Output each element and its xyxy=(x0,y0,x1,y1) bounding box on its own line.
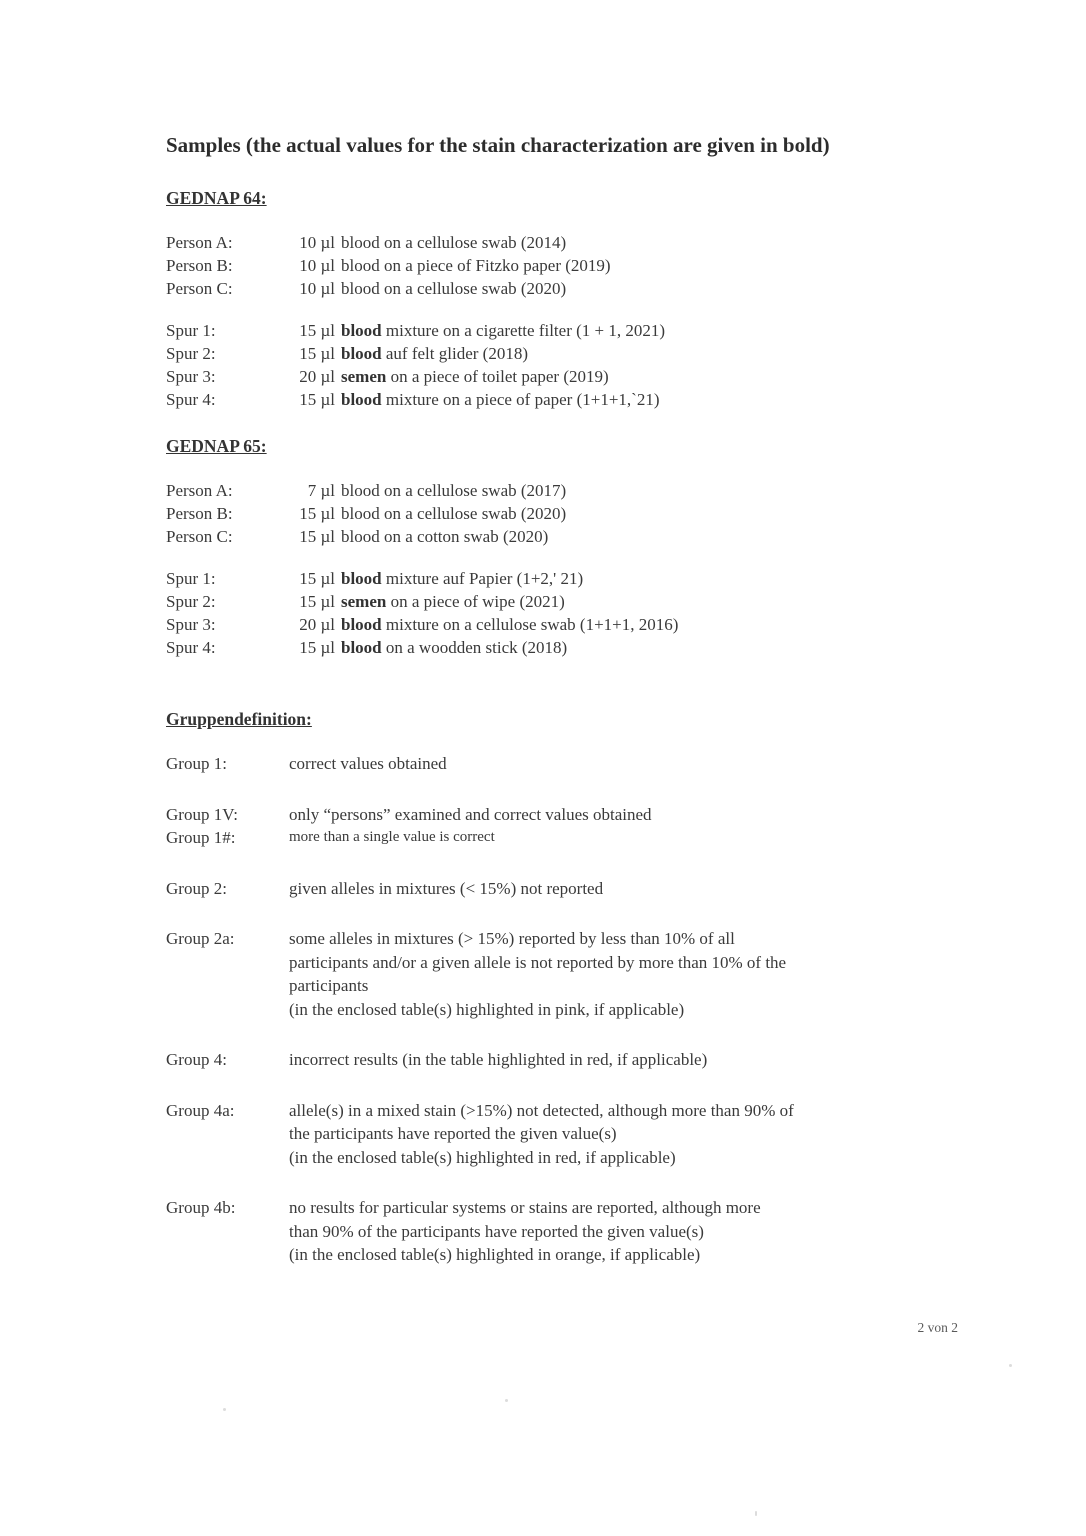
group-description-line: allele(s) in a mixed stain (>15%) not detected, although more than 90% of xyxy=(289,1100,794,1120)
scan-speck xyxy=(1009,1364,1012,1367)
sample-row xyxy=(166,590,968,613)
sample-amount: 15 µl xyxy=(299,638,335,657)
sample-amount: 10 µl xyxy=(299,279,335,298)
sample-row xyxy=(166,613,968,636)
sample-amount: 15 µl xyxy=(299,569,335,588)
sample-desc: mixture on a cigarette filter (1 + 1, 2021) xyxy=(381,321,666,340)
group-description-line: only “persons” examined and correct values obtained xyxy=(289,804,652,824)
sample-row xyxy=(166,277,968,300)
sample-row xyxy=(166,636,968,659)
group-description-line: participants xyxy=(289,976,369,995)
sample-text xyxy=(289,254,968,277)
sample-row xyxy=(166,254,968,277)
sample-row xyxy=(166,479,968,502)
sample-label: Person A: xyxy=(166,233,233,252)
sample-desc: mixture on a piece of paper (1+1+1,`21) xyxy=(381,390,660,409)
group-description xyxy=(289,877,968,901)
group-description-line: no results for particular systems or stains are reported, although more xyxy=(289,1198,761,1217)
group-definition xyxy=(166,803,968,850)
sample-text xyxy=(289,525,968,548)
person-list-gednap-64 xyxy=(166,231,968,300)
sample-desc: auf felt glider (2018) xyxy=(381,344,528,363)
sample-label: Person A: xyxy=(166,481,233,500)
sample-desc: blood on a cellulose swab (2020) xyxy=(341,279,567,298)
spur-list-gednap-65 xyxy=(166,567,968,659)
group-label: Group 4: xyxy=(166,1050,227,1069)
sample-amount: 20 µl xyxy=(299,615,335,634)
group-description-line: some alleles in mixtures (> 15%) reported by less than 10% of all xyxy=(289,929,735,948)
group-description xyxy=(289,1196,968,1267)
sample-label: Spur 4: xyxy=(166,638,216,657)
sample-row xyxy=(166,231,968,254)
group-definition xyxy=(166,752,968,776)
page-title: Samples (the actual values for the stain characterization are given in bold) xyxy=(166,133,830,157)
sample-desc: on a piece of wipe (2021) xyxy=(386,592,565,611)
sample-label: Person B: xyxy=(166,256,233,275)
sample-label: Person B: xyxy=(166,504,233,523)
sample-label: Spur 2: xyxy=(166,344,216,363)
sample-label: Person C: xyxy=(166,279,233,298)
group-label: Group 4a: xyxy=(166,1100,235,1120)
group-definition xyxy=(166,1196,968,1267)
group-row xyxy=(166,877,968,901)
sample-row xyxy=(166,319,968,342)
sample-label: Spur 3: xyxy=(166,615,216,634)
group-definition xyxy=(166,1099,968,1170)
group-description xyxy=(289,752,968,776)
group-row xyxy=(166,1196,968,1267)
group-label: Group 4b: xyxy=(166,1198,236,1217)
sample-row xyxy=(166,567,968,590)
sample-amount: 15 µl xyxy=(299,527,335,546)
group-description-line: participants and/or a given allele is not reported by more than 10% of the xyxy=(289,952,787,972)
sample-text xyxy=(289,502,968,525)
sample-text xyxy=(289,277,968,300)
sample-text xyxy=(289,388,968,411)
sample-text xyxy=(289,590,968,613)
stain-type: blood xyxy=(341,390,382,409)
sample-label: Spur 3: xyxy=(166,367,216,386)
sample-row xyxy=(166,525,968,548)
group-description xyxy=(289,1048,968,1072)
group-label: Group 1#: xyxy=(166,828,236,847)
sample-text xyxy=(289,365,968,388)
sample-text xyxy=(289,342,968,365)
group-definition xyxy=(166,927,968,1021)
sample-label: Spur 1: xyxy=(166,569,216,588)
sample-amount: 20 µl xyxy=(299,367,335,386)
scan-speck xyxy=(755,1511,757,1516)
group-description-line: incorrect results (in the table highlighted in red, if applicable) xyxy=(289,1050,708,1069)
sample-desc: blood on a cellulose swab (2014) xyxy=(341,233,567,252)
group-description-line: the participants have reported the given value(s) xyxy=(289,1124,617,1143)
sample-desc: blood on a cellulose swab (2020) xyxy=(341,504,567,523)
sample-text xyxy=(289,613,968,636)
page-number: 2 von 2 xyxy=(917,1320,958,1335)
sample-label: Spur 1: xyxy=(166,321,216,340)
stain-type: semen xyxy=(341,592,387,611)
spur-list-gednap-64 xyxy=(166,319,968,411)
sample-label: Spur 4: xyxy=(166,390,216,409)
sample-row xyxy=(166,388,968,411)
sample-text xyxy=(289,319,968,342)
group-description xyxy=(289,927,968,1021)
sample-row xyxy=(166,365,968,388)
section-group-definitions xyxy=(166,708,968,1267)
sample-amount: 10 µl xyxy=(299,256,335,275)
scan-speck xyxy=(505,1399,508,1402)
group-label: Group 2a: xyxy=(166,929,235,948)
group-row xyxy=(166,752,968,776)
sample-amount: 15 µl xyxy=(299,344,335,363)
sample-desc: on a woodden stick (2018) xyxy=(381,638,568,657)
group-label: Group 1: xyxy=(166,754,227,773)
group-row xyxy=(166,803,968,827)
group-row xyxy=(166,826,968,850)
sample-desc: blood on a cotton swab (2020) xyxy=(341,527,549,546)
section-gednap-65 xyxy=(166,435,968,659)
stain-type: blood xyxy=(341,638,382,657)
sample-desc: blood on a piece of Fitzko paper (2019) xyxy=(341,256,611,275)
sample-row xyxy=(166,342,968,365)
group-row xyxy=(166,1048,968,1072)
scan-speck xyxy=(223,1408,226,1411)
group-description xyxy=(289,1099,968,1170)
section-heading-gruppendefinition: Gruppendefinition: xyxy=(166,709,312,729)
section-heading-gednap-65: GEDNAP 65: xyxy=(166,436,267,456)
stain-type: blood xyxy=(341,344,382,363)
sample-amount: 15 µl xyxy=(299,504,335,523)
section-gednap-64 xyxy=(166,187,968,411)
group-label: Group 2: xyxy=(166,878,227,898)
group-description-line: (in the enclosed table(s) highlighted in pink, if applicable) xyxy=(289,999,685,1019)
sample-label: Person C: xyxy=(166,527,233,546)
group-label: Group 1V: xyxy=(166,804,238,824)
person-list-gednap-65 xyxy=(166,479,968,548)
group-description-line: (in the enclosed table(s) highlighted in red, if applicable) xyxy=(289,1147,676,1167)
sample-desc: on a piece of toilet paper (2019) xyxy=(386,367,609,386)
group-description-line: (in the enclosed table(s) highlighted in orange, if applicable) xyxy=(289,1245,701,1264)
section-heading-gednap-64: GEDNAP 64: xyxy=(166,188,267,208)
group-row xyxy=(166,927,968,1021)
sample-amount: 7 µl xyxy=(307,481,335,500)
sample-amount: 10 µl xyxy=(299,233,335,252)
sample-text xyxy=(289,567,968,590)
stain-type: blood xyxy=(341,615,382,634)
group-description xyxy=(289,803,968,827)
stain-type: blood xyxy=(341,569,382,588)
sample-desc: blood on a cellulose swab (2017) xyxy=(341,481,567,500)
group-description-line: correct values obtained xyxy=(289,754,447,773)
sample-text xyxy=(289,231,968,254)
sample-desc: mixture auf Papier (1+2,' 21) xyxy=(381,569,584,588)
stain-type: blood xyxy=(341,321,382,340)
sample-desc: mixture on a cellulose swab (1+1+1, 2016) xyxy=(381,615,679,634)
sample-text xyxy=(289,636,968,659)
sample-row xyxy=(166,502,968,525)
group-description xyxy=(289,826,968,850)
stain-type: semen xyxy=(341,367,387,386)
group-row xyxy=(166,1099,968,1170)
sample-amount: 15 µl xyxy=(299,321,335,340)
group-definition xyxy=(166,877,968,901)
group-description-line: given alleles in mixtures (< 15%) not reported xyxy=(289,878,604,898)
sample-amount: 15 µl xyxy=(299,592,335,611)
sample-label: Spur 2: xyxy=(166,592,216,611)
sample-text xyxy=(289,479,968,502)
group-description-line: more than a single value is correct xyxy=(289,829,495,845)
group-definition xyxy=(166,1048,968,1072)
group-description-line: than 90% of the participants have reported the given value(s) xyxy=(289,1221,704,1241)
sample-amount: 15 µl xyxy=(299,390,335,409)
